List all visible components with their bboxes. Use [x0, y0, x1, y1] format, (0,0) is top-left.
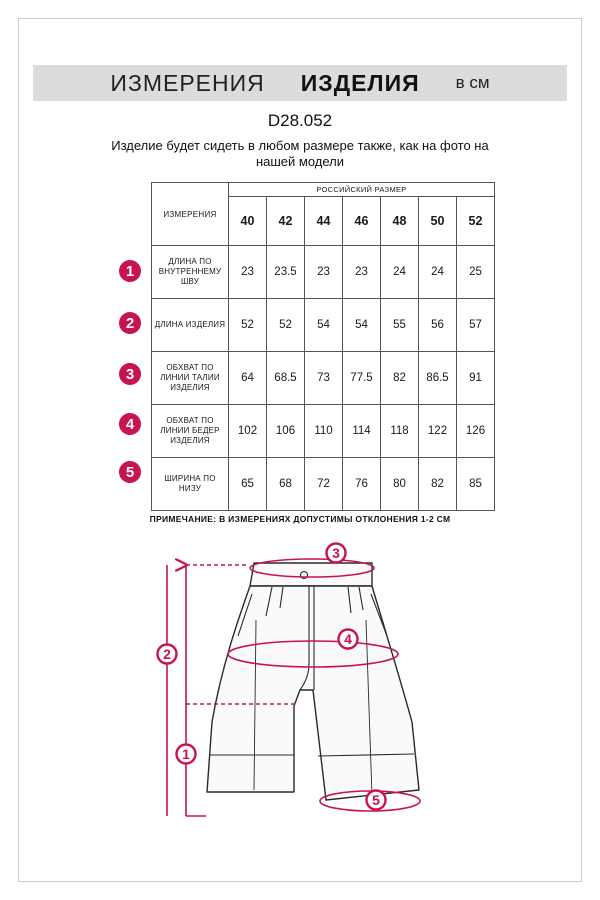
shorts-outline — [207, 563, 419, 800]
table-cell: 65 — [229, 458, 267, 511]
table-cell: 126 — [457, 405, 495, 458]
marker-3 — [327, 544, 346, 563]
table-cell: 23.5 — [267, 246, 305, 299]
size-header: 44 — [305, 197, 343, 246]
table-cell: 25 — [457, 246, 495, 299]
table-cell: 24 — [381, 246, 419, 299]
table-cell: 76 — [343, 458, 381, 511]
title-product: ИЗДЕЛИЯ — [300, 69, 420, 96]
table-cell: 68 — [267, 458, 305, 511]
title-bar — [33, 65, 567, 101]
table-cell: 86.5 — [419, 352, 457, 405]
table-cell: 56 — [419, 299, 457, 352]
row-number-badge: 2 — [119, 312, 141, 334]
marker-label: 1 — [182, 746, 190, 762]
row-number-badge: 5 — [119, 461, 141, 483]
table-row — [152, 246, 495, 299]
article-code: D28.052 — [267, 111, 333, 130]
table-cell: 77.5 — [343, 352, 381, 405]
title-unit: в см — [455, 73, 490, 92]
marker-5 — [367, 791, 386, 810]
table-cell: 24 — [419, 246, 457, 299]
marker-label: 2 — [163, 646, 171, 662]
table-cell: 54 — [305, 299, 343, 352]
table-cell: 91 — [457, 352, 495, 405]
row-label: ШИРИНА ПО НИЗУ — [152, 458, 229, 511]
table-cell: 102 — [229, 405, 267, 458]
table-cell: 52 — [267, 299, 305, 352]
table-cell: 110 — [305, 405, 343, 458]
table-cell: 118 — [381, 405, 419, 458]
row-number-badge: 4 — [119, 413, 141, 435]
table-row — [152, 405, 495, 458]
tolerance-note: ПРИМЕЧАНИЕ: В ИЗМЕРЕНИЯХ ДОПУСТИМЫ ОТКЛОНЕНИЯ 1-2 СМ — [149, 514, 451, 524]
table-cell: 23 — [343, 246, 381, 299]
table-cell: 80 — [381, 458, 419, 511]
size-header: 46 — [343, 197, 381, 246]
table-cell: 85 — [457, 458, 495, 511]
size-header: 50 — [419, 197, 457, 246]
table-row — [152, 299, 495, 352]
table-cell: 64 — [229, 352, 267, 405]
row-label: ОБХВАТ ПО ЛИНИИ ТАЛИИ ИЗДЕЛИЯ — [152, 352, 229, 405]
shorts-diagram — [0, 530, 600, 830]
table-cell: 73 — [305, 352, 343, 405]
row-number-badge: 1 — [119, 260, 141, 282]
table-cell: 55 — [381, 299, 419, 352]
size-header: 42 — [267, 197, 305, 246]
row-number-badge: 3 — [119, 363, 141, 385]
marker-label: 4 — [344, 631, 352, 647]
table-cell: 106 — [267, 405, 305, 458]
row-label: ОБХВАТ ПО ЛИНИИ БЕДЕР ИЗДЕЛИЯ — [152, 405, 229, 458]
title-measurements: ИЗМЕРЕНИЯ — [110, 69, 265, 96]
table-cell: 54 — [343, 299, 381, 352]
marker-1 — [177, 745, 196, 764]
shorts-body-shape — [207, 586, 419, 800]
table-cell: 122 — [419, 405, 457, 458]
table-cell: 72 — [305, 458, 343, 511]
row-label: ДЛИНА ПО ВНУТРЕННЕМУ ШВУ — [152, 246, 229, 299]
measure-header: ИЗМЕРЕНИЯ — [152, 183, 229, 246]
table-cell: 57 — [457, 299, 495, 352]
size-group-header: РОССИЙСКИЙ РАЗМЕР — [229, 183, 495, 197]
marker-label: 3 — [332, 545, 340, 561]
marker-label: 5 — [372, 792, 380, 808]
table-cell: 82 — [419, 458, 457, 511]
size-header: 40 — [229, 197, 267, 246]
size-table — [151, 182, 495, 511]
fit-note: Изделие будет сидеть в любом размере также, как на фото на нашей модели — [111, 138, 489, 169]
size-header: 48 — [381, 197, 419, 246]
table-row — [152, 352, 495, 405]
table-cell: 23 — [229, 246, 267, 299]
table-cell: 68.5 — [267, 352, 305, 405]
marker-2 — [158, 645, 177, 664]
table-cell: 23 — [305, 246, 343, 299]
table-cell: 114 — [343, 405, 381, 458]
marker-4 — [339, 630, 358, 649]
row-label: ДЛИНА ИЗДЕЛИЯ — [152, 299, 229, 352]
table-cell: 82 — [381, 352, 419, 405]
table-row — [152, 458, 495, 511]
size-header: 52 — [457, 197, 495, 246]
table-cell: 52 — [229, 299, 267, 352]
